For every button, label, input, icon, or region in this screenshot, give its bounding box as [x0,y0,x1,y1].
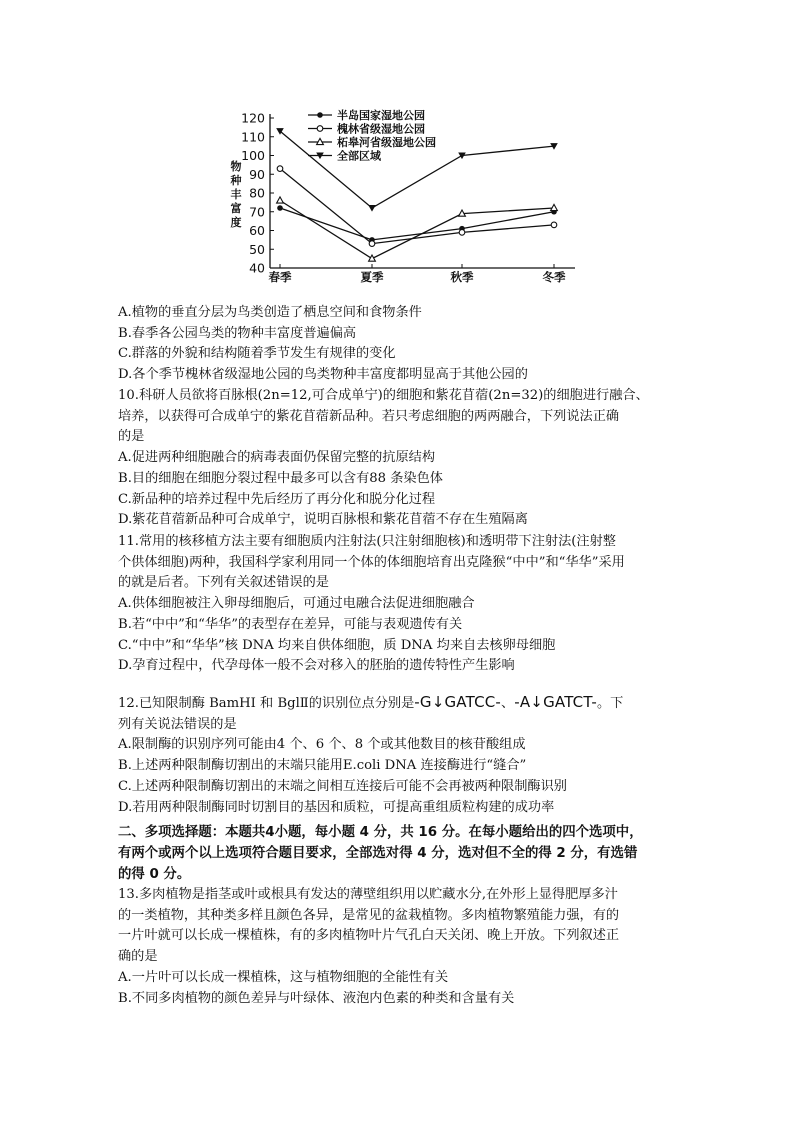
x-tick-label: 秋季 [450,270,474,284]
q11-option-c: C.“中中”和“华华”核 DNA 均来自供体细胞，质 DNA 均来自去核卵母细胞 [118,637,556,653]
q9-option-b: B.春季各公园鸟类的物种丰富度普遍偏高 [118,325,357,341]
y-tick-label: 50 [249,241,265,257]
q11-option-b: B.若“中中”和“华华”的表型存在差异，可能与表观遗传有关 [118,616,463,632]
q10-option-c: C.新品种的培养过程中先后经历了再分化和脱分化过程 [118,491,436,507]
y-axis-label-char: 富 [230,202,242,215]
q9-option-a: A.植物的垂直分层为鸟类创造了栖息空间和食物条件 [118,305,422,320]
legend-label: 半岛国家湿地公园 [337,109,425,122]
section-2-line: 的得 0 分。 [118,867,191,882]
x-tick-label: 冬季 [542,270,566,284]
x-tick-label: 春季 [268,270,292,284]
q13-stem-line: 一片叶就可以长成一棵植株，有的多肉植物叶片气孔白天关闭、晚上开放。下列叙述正 [118,928,620,944]
y-tick-label: 80 [249,185,265,201]
q12-option-a: A.限制酶的识别序列可能由4 个、6 个、8 个或其他数目的核苷酸组成 [118,737,526,753]
q9-option-c: C.群落的外貌和结构随着季节发生有规律的变化 [118,346,396,362]
section-2-line: 二、多项选择题：本题共4小题，每小题 4 分，共 16 分。在每小题给出的四个选项中， [118,825,643,840]
y-tick-label: 70 [249,204,265,220]
q11-stem-line: 的就是后者。下列有关叙述错误的是 [118,575,329,591]
y-tick-label: 90 [249,166,265,182]
bamhi-recognition-site: -G↓GATCC- [414,693,502,711]
species-richness-chart [220,98,580,288]
legend-label: 全部区域 [337,149,381,163]
q13-stem-line: 确的是 [118,949,158,965]
q11-option-a: A.供体细胞被注入卵母细胞后，可通过电融合法促进细胞融合 [118,596,475,612]
q9-options [118,303,688,386]
data-point [551,222,557,228]
q13-option-a: A.一片叶可以长成一棵植株，这与植物细胞的全能性有关 [118,969,449,985]
q12-stem-line [118,692,688,715]
question-10 [118,386,688,531]
q10-option-b: B.目的细胞在细胞分裂过程中最多可以含有88 条染色体 [118,470,443,486]
bglii-recognition-site: -A↓GATCT- [514,693,597,711]
legend-label: 槐林省级湿地公园 [337,122,425,136]
chart-legend [308,108,436,163]
series-line [280,169,554,244]
q10-option-d: D.紫花苜蓿新品种可合成单宁，说明百脉根和紫花苜蓿不存在生殖隔离 [118,512,528,528]
legend-label: 柘皋河省级湿地公园 [337,136,436,149]
q10-option-a: A.促进两种细胞融合的病毒表面仍保留完整的抗原结构 [118,450,436,466]
q11-stem-line: 11.常用的核移植方法主要有细胞质内注射法(只注射细胞核)和透明带下注射法(注射整 [118,534,616,549]
legend-marker [317,112,323,118]
q11-stem-line: 个供体细胞)两种，我国科学家利用同一个体的体细胞培育出克隆猴“中中”和“华华”采用 [118,554,625,570]
q10-stem-line: 培养，以获得可合成单宁的紫花苜蓿新品种。若只考虑细胞的两两融合，下列说法正确 [118,408,620,424]
q10-stem-line: 10.科研人员欲将百脉根(2n=12,可合成单宁)的细胞和紫花苜蓿(2n=32)的细胞进行融合、 [118,388,649,403]
q12-option-b: B.上述两种限制酶切割出的末端只能用E.coli DNA 连接酶进行“缝合” [118,758,527,774]
legend-marker [317,126,323,132]
y-tick-label: 110 [241,129,265,145]
y-axis-label-char: 丰 [230,188,242,201]
data-point [368,205,376,212]
data-point [277,205,283,211]
y-axis-label-char: 度 [230,216,242,229]
q12-option-d: D.若用两种限制酶同时切割目的基因和质粒，可提高重组质粒构建的成功率 [118,799,555,815]
y-axis-label-char: 种 [230,174,242,187]
y-tick-label: 100 [241,148,265,163]
section-2-line: 有两个或两个以上选项符合题目要求，全部选对得 4 分，选对但不全的得 2 分，有选错 [118,846,638,861]
data-point [459,230,465,236]
q11-option-d: D.孕育过程中，代孕母体一般不会对移入的胚胎的遗传特性产生影响 [118,658,515,674]
series-line [280,208,554,240]
data-point [277,166,283,172]
question-13 [118,885,688,1009]
q13-option-b: B.不同多肉植物的颜色差异与叶绿体、液泡内色素的种类和含量有关 [118,990,515,1006]
q12-option-c: C.上述两种限制酶切割出的末端之间相互连接后可能不会再被两种限制酶识别 [118,778,567,794]
question-12 [118,692,688,818]
y-tick-label: 40 [249,260,265,276]
data-point [277,197,284,203]
section-2-heading [118,822,688,885]
q12-suffix: 。下 [596,696,624,711]
series-line [280,201,554,259]
q13-stem-line: 13.多肉植物是指茎或叶或根具有发达的薄壁组织用以贮藏水分,在外形上显得肥厚多汁 [118,887,618,902]
y-tick-label: 60 [249,223,265,238]
q12-prefix: 12.已知限制酶 BamHI 和 BglⅡ的识别位点分别是 [118,696,415,711]
q12-stem-line: 列有关说法错误的是 [118,716,237,732]
q13-stem-line: 的一类植物，其种类多样且颜色各异，是常见的盆栽植物。多肉植物繁殖能力强，有的 [118,907,620,923]
y-axis-label-char: 物 [230,160,242,173]
x-tick-label: 夏季 [360,270,384,284]
q9-option-d: D.各个季节槐林省级湿地公园的鸟类物种丰富度都明显高于其他公园的 [118,367,528,383]
q12-separator: 、 [501,696,515,711]
data-point [369,241,375,247]
question-11 [118,532,688,677]
q10-stem-line: 的是 [118,429,145,445]
y-tick-label: 120 [241,110,265,126]
